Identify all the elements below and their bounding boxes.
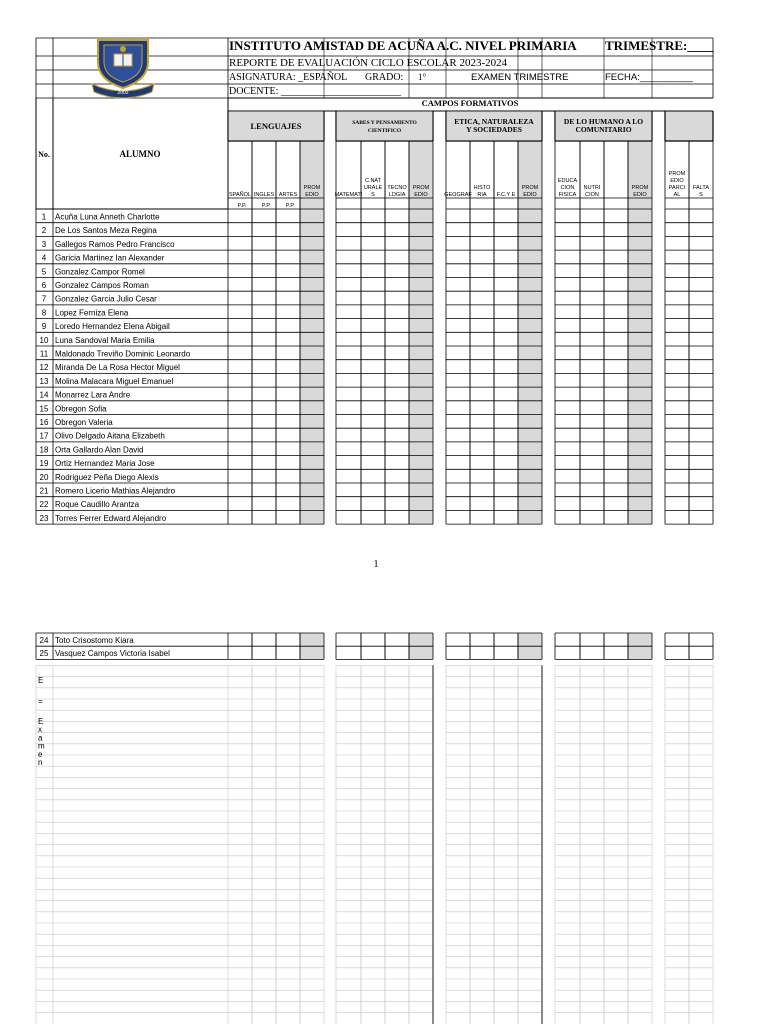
legend-letter: a <box>38 733 43 743</box>
pp-label: P.P. <box>237 203 247 209</box>
student-number: 3 <box>41 239 47 249</box>
student-name: Vasquez Campos Victoria Isabel <box>55 649 170 659</box>
subject-header: FISICA <box>558 192 577 198</box>
subject-label: ASIGNATURA: _ESPAÑOL <box>229 72 348 83</box>
legend-letter: m <box>38 741 45 751</box>
student-name: De Los Santos Meza Regina <box>55 226 157 236</box>
student-number: 15 <box>39 404 49 414</box>
legend-letter: e <box>38 749 43 759</box>
pp-labels <box>238 203 295 209</box>
campos-formativos-title: CAMPOS FORMATIVOS <box>421 98 519 108</box>
student-name: Luna Sandoval Maria Emilia <box>55 335 155 345</box>
student-name: Olivo Delgado Aitana Elizabeth <box>55 431 165 441</box>
student-number: 16 <box>39 418 49 427</box>
student-name: Garicia Martinez Ian Alexander <box>55 253 165 263</box>
student-number: 23 <box>39 513 49 523</box>
student-number: 18 <box>39 445 49 455</box>
student-name: Maldonado Treviño Dominic Leonardo <box>55 349 191 359</box>
subject-header: TECNO <box>387 185 407 191</box>
school-title: INSTITUTO AMISTAD DE ACUÑA A.C. NIVEL PRIMARIA <box>229 38 577 53</box>
number-header: No. <box>38 150 50 159</box>
subject-header: F.C.Y E <box>496 192 516 198</box>
student-name: Obregon Valeria <box>55 418 113 427</box>
pp-label: P.P <box>261 203 271 209</box>
student-name: Monarrez Lara Andre <box>55 390 131 400</box>
student-name: Ortiz Hernandez Maria Jose <box>55 459 155 469</box>
student-number: 17 <box>39 431 49 441</box>
student-number: 12 <box>39 363 49 373</box>
subject-header: PROM <box>412 185 430 191</box>
student-number: 13 <box>39 376 49 386</box>
subject-header: EDIO <box>523 192 537 198</box>
report-cycle: REPORTE DE EVALUACIÓN CICLO ESCOLAR 2023-2024 <box>229 57 508 69</box>
student-number: 1 <box>41 212 47 222</box>
trimestre-label: TRIMESTRE:____ <box>605 38 714 53</box>
student-number: 21 <box>39 486 49 496</box>
student-number: 10 <box>39 335 49 345</box>
student-header: ALUMNO <box>119 149 161 159</box>
subject-header: ARTES <box>278 192 298 198</box>
date-label: FECHA:__________ <box>605 72 693 83</box>
group-title: COMUNITARIO <box>575 125 632 134</box>
subject-header: AL <box>673 192 681 198</box>
group-title: LENGUAJES <box>250 121 302 131</box>
subject-header: MATEMATI <box>334 192 363 198</box>
subject-header: URALE <box>363 185 383 191</box>
grade-value: 1° <box>418 72 427 82</box>
subject-header: CION <box>560 185 575 191</box>
legend-letter: x <box>38 725 42 735</box>
subject-header: RIA <box>477 192 487 198</box>
student-name: Gonzalez Garcia Julio Cesar <box>55 294 157 304</box>
student-name: Loredo Hernandez Elena Abigail <box>55 322 170 332</box>
subject-header: FALTA <box>693 185 709 191</box>
student-name: Roque Caudillo Arantza <box>55 500 140 510</box>
student-name: Acuña Luna Anneth Charlotte <box>55 212 160 222</box>
page-number: 1 <box>373 559 379 570</box>
subject-header: PROM <box>303 185 321 191</box>
student-list <box>40 213 191 523</box>
subject-header: C.NAT <box>364 178 382 184</box>
student-list-page-2 <box>40 636 171 658</box>
group-title: DE LO HUMANO A LO <box>563 117 644 126</box>
grade-label: GRADO: <box>365 72 404 83</box>
subject-header: PROM <box>521 185 539 191</box>
subject-header: HISTO <box>473 185 491 191</box>
empty-header-box <box>665 111 713 141</box>
student-number: 22 <box>39 500 49 510</box>
group-title: ETICA, NATURALEZA <box>454 117 534 126</box>
legend-letter: E <box>38 717 44 726</box>
student-number: 11 <box>39 349 49 359</box>
student-name: Obregon Sofia <box>55 404 107 414</box>
school-crest-logo <box>92 40 154 98</box>
student-number: 5 <box>41 267 47 277</box>
subject-header: LOGIA <box>388 192 406 198</box>
student-name: Toto Crisostomo Kiara <box>55 636 134 645</box>
subject-header: PROM <box>631 185 649 191</box>
subject-header: S <box>371 192 375 198</box>
student-name: Miranda De La Rosa Hector Miguel <box>55 363 180 373</box>
student-number: 7 <box>41 294 47 304</box>
subject-header: SPAÑOL <box>229 192 251 198</box>
pp-label: P.P <box>285 203 295 209</box>
group-header-shade <box>337 112 432 140</box>
exam-label: EXAMEN TRIMESTRE <box>471 72 569 83</box>
subject-header: EDIO <box>414 192 428 198</box>
subject-header: EDIO <box>633 192 647 198</box>
subject-header: EDIO <box>670 178 684 184</box>
subject-header: PROM <box>668 171 686 177</box>
subject-header: S <box>699 192 703 198</box>
student-number: 24 <box>39 636 49 645</box>
student-number: 4 <box>41 253 47 263</box>
legend-letter: = <box>38 697 43 706</box>
logo-year: 2002 <box>117 90 129 96</box>
student-name: Lopez Ferniza Elena <box>55 308 129 318</box>
student-number: 2 <box>41 226 47 236</box>
student-name: Torres Ferrer Edward Alejandro <box>55 513 167 523</box>
subject-header: EDIO <box>305 192 319 198</box>
student-name: Gallegos Ramos Pedro Francisco <box>55 239 175 249</box>
student-name: Molina Malacara Miguel Emanuel <box>55 376 174 386</box>
student-number: 8 <box>41 308 47 318</box>
subject-header: INGLES <box>253 192 275 198</box>
subject-header: GEOGRAF <box>444 192 472 198</box>
subject-header: EDUCA <box>557 178 578 184</box>
subject-header: CION <box>585 192 599 198</box>
student-name: Gonzalez Campor Romel <box>55 267 145 277</box>
subject-header: NUTRI <box>583 185 601 191</box>
legend-letter: n <box>38 758 43 767</box>
student-number: 14 <box>39 390 49 400</box>
group-title: CIENTIFICO <box>367 128 402 134</box>
student-number: 9 <box>41 322 47 332</box>
student-name: Orta Gallardo Alan David <box>55 445 144 455</box>
student-name: Rodriguez Peña Diego Alexis <box>55 472 159 482</box>
student-number: 25 <box>39 649 49 659</box>
student-number: 6 <box>41 281 47 290</box>
group-title: Y SOCIEDADES <box>466 125 522 134</box>
legend-letter: E <box>38 676 44 685</box>
student-name: Gonzalez Campos Roman <box>55 281 149 290</box>
group-title: SABES Y PENSAMIENTO <box>352 120 417 126</box>
student-number: 20 <box>39 472 49 482</box>
subject-header: PARCI <box>668 185 686 191</box>
teacher-label: DOCENTE: ________________________ <box>229 86 401 97</box>
student-name: Romero Licerio Mathias Alejandro <box>55 486 176 496</box>
student-number: 19 <box>39 459 49 469</box>
